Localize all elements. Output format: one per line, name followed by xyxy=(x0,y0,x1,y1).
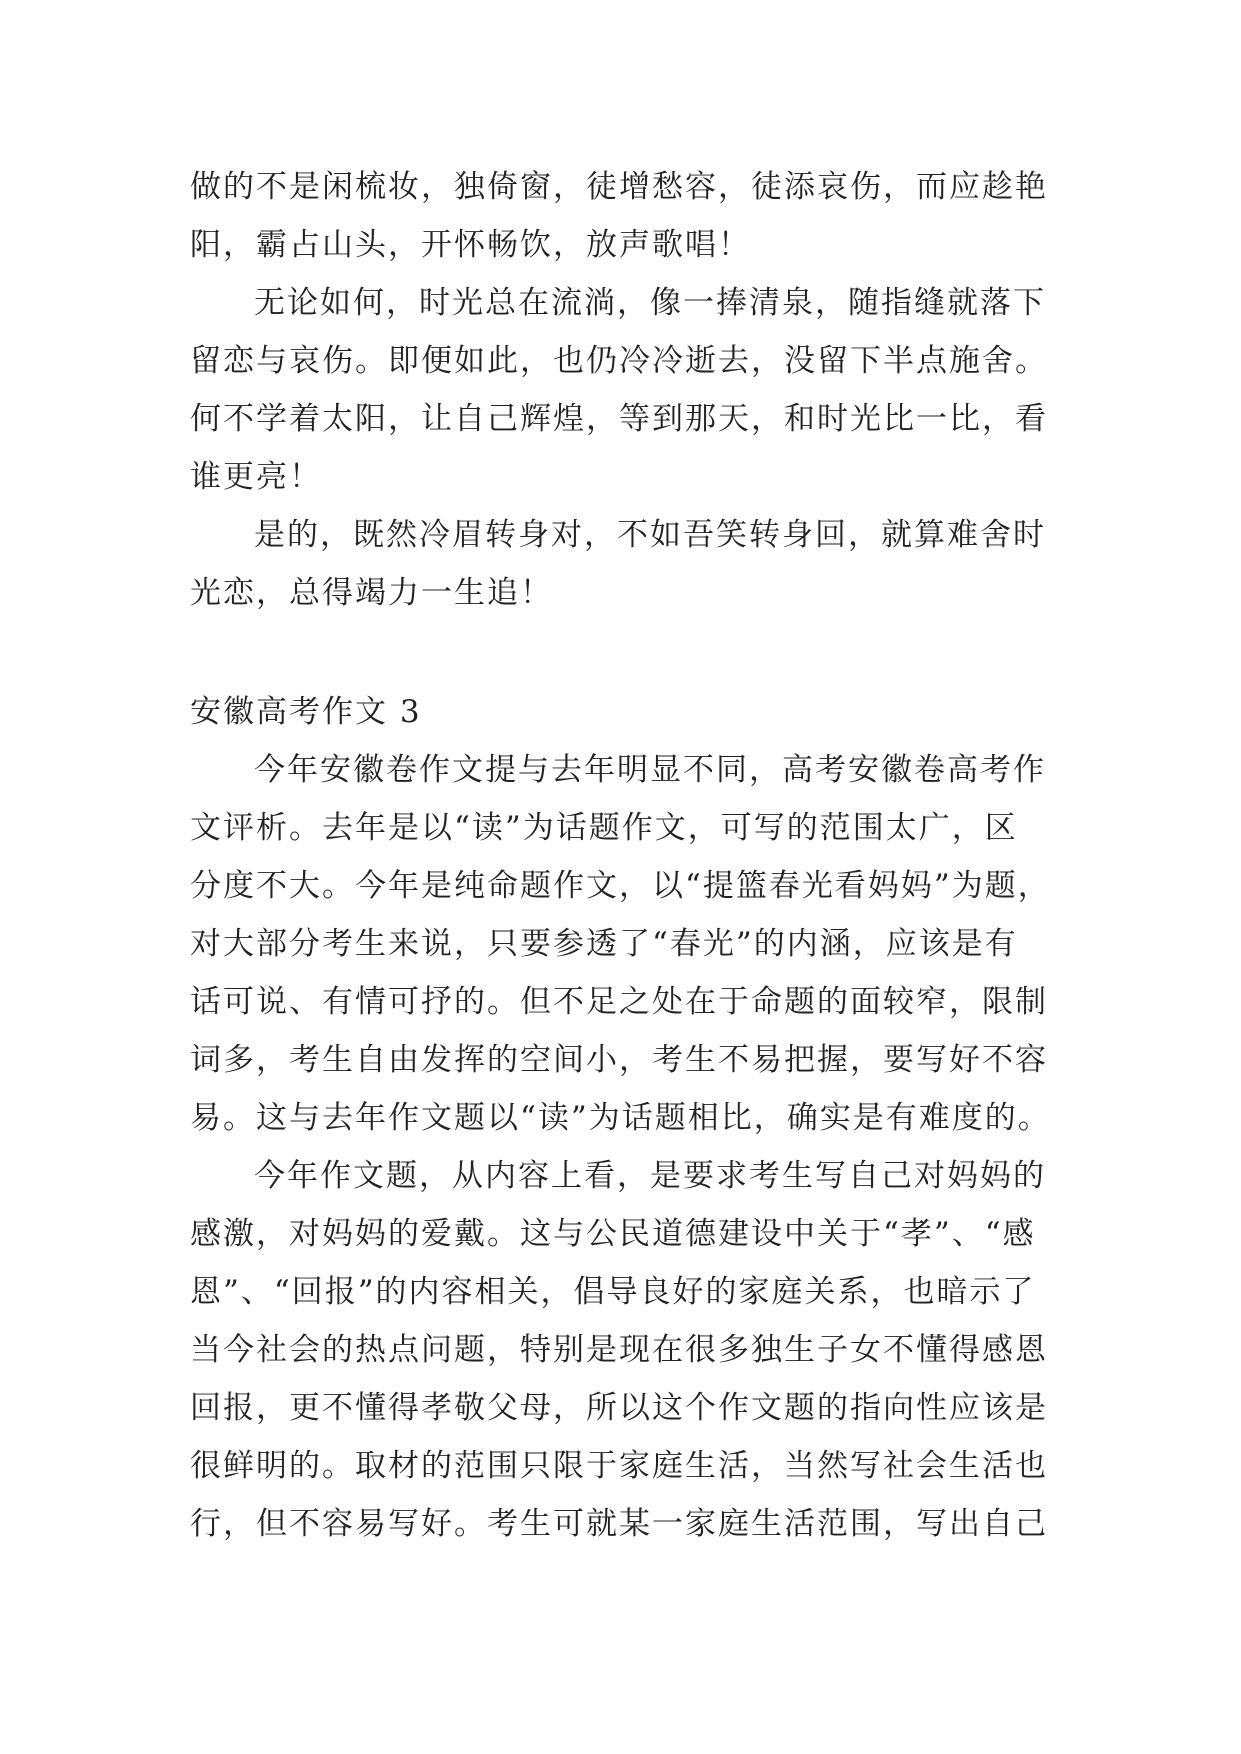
text-line: 做的不是闲梳妆，独倚窗，徒增愁容，徒添哀伤，而应趁艳 xyxy=(190,169,1048,205)
text-line: 谁更亮！ xyxy=(190,459,322,495)
paragraph xyxy=(190,1147,1070,1553)
text-line: 对大部分考生来说，只要参透了“春光”的内涵，应该是有 xyxy=(190,926,1018,962)
text-line: 留恋与哀伤。即便如此，也仍冷冷逝去，没留下半点施舍。 xyxy=(190,343,1048,379)
essay-section xyxy=(190,683,1070,1553)
essay-continuation xyxy=(190,158,1070,622)
text-line: 文评析。去年是以“读”为话题作文，可写的范围太广，区 xyxy=(190,810,1018,846)
text-line: 回报，更不懂得孝敬父母，所以这个作文题的指向性应该是 xyxy=(190,1390,1048,1426)
text-line: 何不学着太阳，让自己辉煌，等到那天，和时光比一比，看 xyxy=(190,401,1048,437)
text-line: 今年作文题，从内容上看，是要求考生写自己对妈妈的 xyxy=(254,1158,1046,1194)
paragraph xyxy=(190,274,1070,506)
text-line: 话可说、有情可抒的。但不足之处在于命题的面较窄，限制 xyxy=(190,984,1048,1020)
text-line: 无论如何，时光总在流淌，像一捧清泉，随指缝就落下 xyxy=(254,285,1046,321)
text-line: 词多，考生自由发挥的空间小，考生不易把握，要写好不容 xyxy=(190,1042,1048,1078)
text-line: 感激，对妈妈的爱戴。这与公民道德建设中关于“孝”、“感 xyxy=(190,1216,1036,1252)
text-line: 光恋，总得竭力一生追！ xyxy=(190,575,553,611)
text-line: 是的，既然冷眉转身对，不如吾笑转身回，就算难舍时 xyxy=(254,517,1046,553)
text-line: 当今社会的热点问题，特别是现在很多独生子女不懂得感恩 xyxy=(190,1332,1048,1368)
text-line: 恩”、“回报”的内容相关，倡导良好的家庭关系，也暗示了 xyxy=(190,1274,1036,1310)
paragraph xyxy=(190,158,1070,274)
text-line: 行，但不容易写好。考生可就某一家庭生活范围，写出自己 xyxy=(190,1506,1048,1542)
text-line: 易。这与去年作文题以“读”为话题相比，确实是有难度的。 xyxy=(190,1100,1051,1136)
paragraph xyxy=(190,506,1070,622)
text-line: 今年安徽卷作文提与去年明显不同，高考安徽卷高考作 xyxy=(254,752,1046,788)
text-line: 分度不大。今年是纯命题作文，以“提篮春光看妈妈”为题， xyxy=(190,868,1051,904)
text-line: 很鲜明的。取材的范围只限于家庭生活，当然写社会生活也 xyxy=(190,1448,1048,1484)
section-heading: 安徽高考作文 3 xyxy=(190,694,422,730)
paragraph xyxy=(190,741,1070,1147)
text-line: 阳，霸占山头，开怀畅饮，放声歌唱！ xyxy=(190,227,751,263)
